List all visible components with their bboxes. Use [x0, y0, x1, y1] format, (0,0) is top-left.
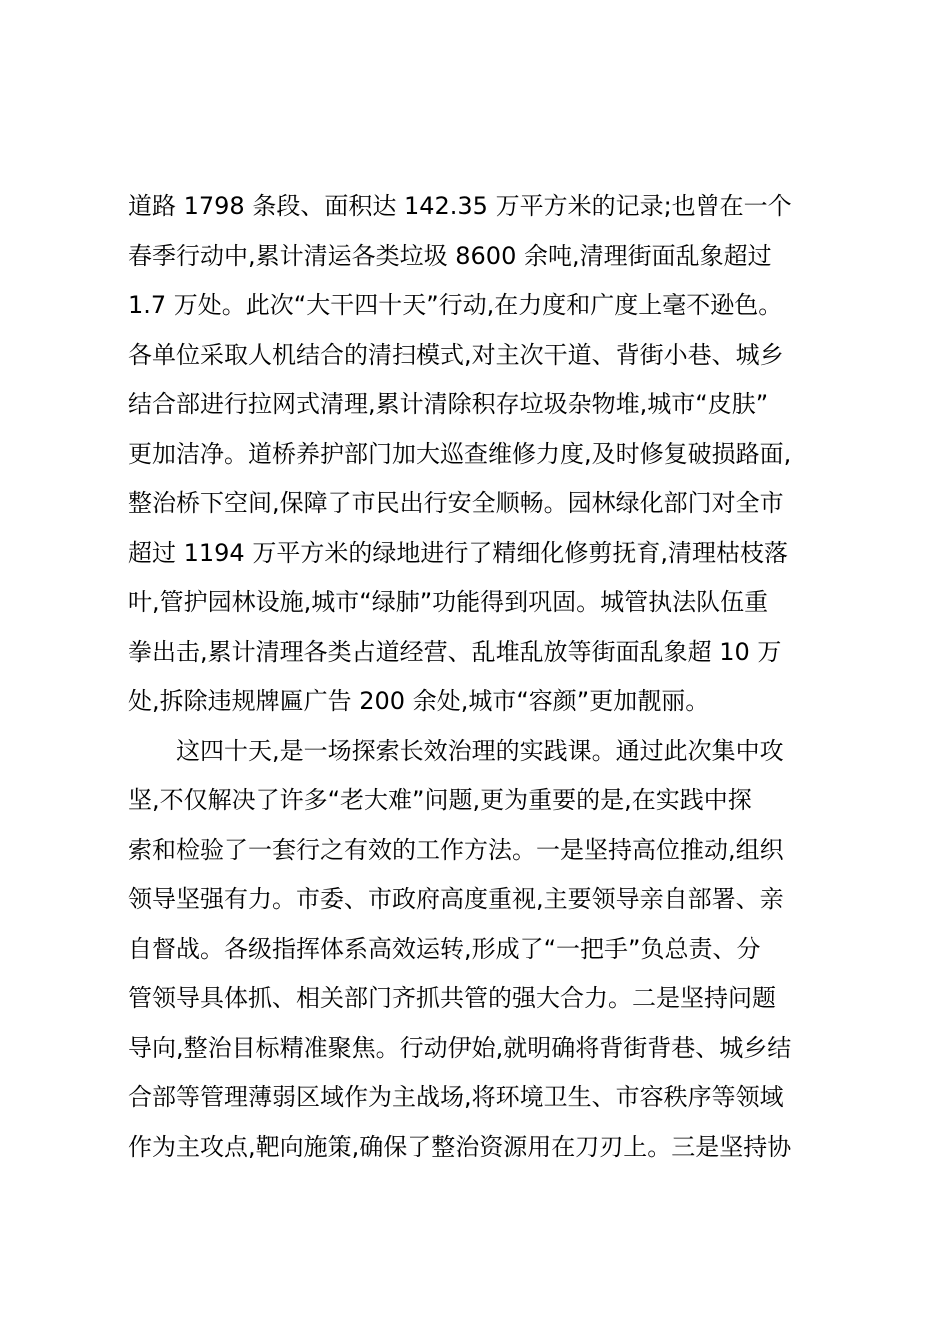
text-line: 索和检验了一套行之有效的工作方法。一是坚持高位推动,组织	[128, 835, 784, 864]
text-line: 处,拆除违规牌匾广告 200 余处,城市“容颜”更加靓丽。	[128, 687, 710, 715]
body-text	[128, 182, 848, 1172]
text-line: 超过 1194 万平方米的绿地进行了精细化修剪抚育,清理枯枝落	[128, 538, 788, 567]
text-line: 整治桥下空间,保障了市民出行安全顺畅。园林绿化部门对全市	[128, 489, 784, 517]
text-line: 结合部进行拉网式清理,累计清除积存垃圾杂物堆,城市“皮肤”	[128, 390, 769, 418]
text-line: 导向,整治目标精准聚焦。行动伊始,就明确将背街背巷、城乡结	[128, 1033, 792, 1062]
text-line: 坚,不仅解决了许多“老大难”问题,更为重要的是,在实践中探	[128, 786, 752, 814]
text-line: 道路 1798 条段、面积达 142.35 万平方米的记录;也曾在一个	[128, 192, 792, 220]
text-line: 更加洁净。道桥养护部门加大巡查维修力度,及时修复破损路面,	[128, 439, 792, 468]
text-line: 作为主攻点,靶向施策,确保了整治资源用在刀刃上。三是坚持协	[128, 1132, 792, 1161]
paragraph-practice	[128, 727, 848, 1173]
text-line: 春季行动中,累计清运各类垃圾 8600 余吨,清理街面乱象超过	[128, 241, 772, 270]
text-line: 合部等管理薄弱区域作为主战场,将环境卫生、市容秩序等领域	[128, 1083, 784, 1111]
text-line: 各单位采取人机结合的清扫模式,对主次干道、背街小巷、城乡	[128, 340, 784, 369]
text-line: 领导坚强有力。市委、市政府高度重视,主要领导亲自部署、亲	[128, 885, 784, 913]
text-line: 叶,管护园林设施,城市“绿肺”功能得到巩固。城管执法队伍重	[128, 588, 769, 616]
text-line: 自督战。各级指挥体系高效运转,形成了“一把手”负总责、分	[128, 934, 761, 963]
paragraph-continuation	[128, 182, 848, 727]
text-line: 拳出击,累计清理各类占道经营、乱堆乱放等街面乱象超 10 万	[128, 637, 782, 666]
text-line: 这四十天,是一场探索长效治理的实践课。通过此次集中攻	[176, 736, 784, 765]
text-line: 管领导具体抓、相关部门齐抓共管的强大合力。二是坚持问题	[128, 984, 776, 1012]
text-line: 1.7 万处。此次“大干四十天”行动,在力度和广度上毫不逊色。	[128, 291, 783, 319]
